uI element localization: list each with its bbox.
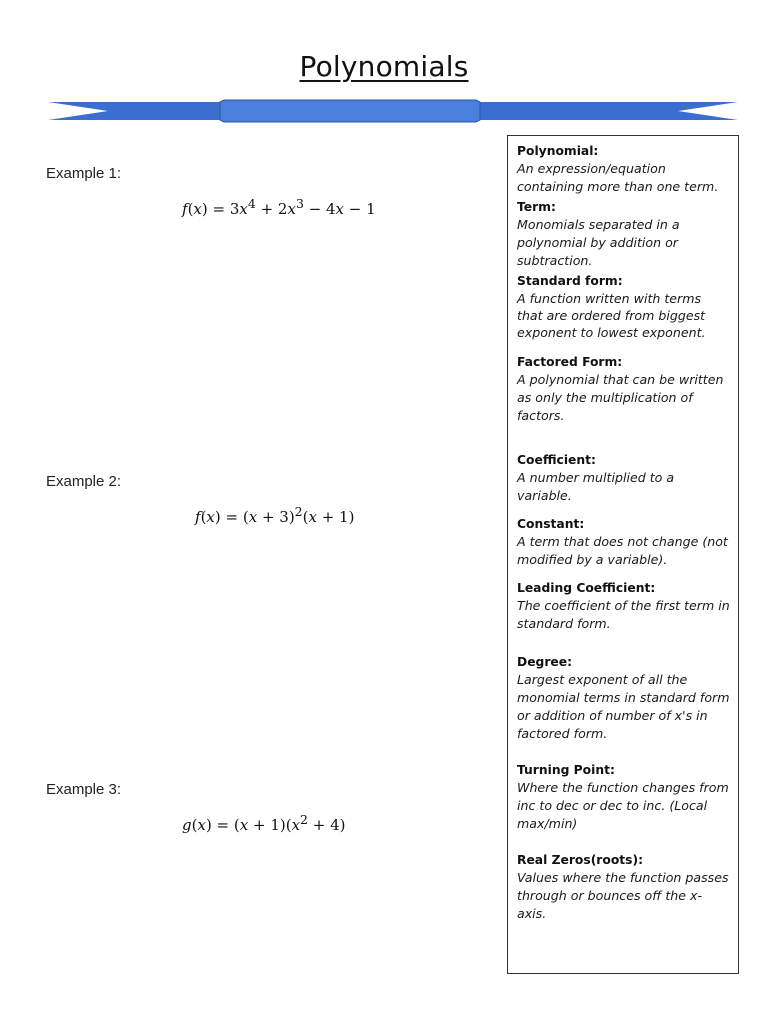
glossary-definition: Monomials separated in a polynomial by addition or subtraction.: [517, 217, 680, 268]
glossary-definition: The coefficient of the first term in standard form.: [517, 598, 730, 631]
ribbon-banner: [48, 98, 738, 124]
glossary-definition: Values where the function passes through or bounces off the x-axis.: [517, 870, 729, 921]
glossary-term: Constant:: [517, 517, 585, 531]
glossary-definition: A polynomial that can be written as only the multiplication of factors.: [517, 372, 724, 423]
glossary-entry-polynomial: [517, 142, 730, 196]
page-title: Polynomials: [299, 50, 469, 83]
glossary-definition: A function written with terms that are ordered from biggest exponent to lowest exponent.: [517, 291, 706, 340]
glossary-term: Factored Form:: [517, 355, 623, 369]
example-1-formula: $f(x) = 3x^4 + 2x^3 - 4x - 1$: [182, 196, 376, 218]
glossary-entry-standard-form: [517, 272, 730, 341]
glossary-definition: Where the function changes from inc to dec or dec to inc. (Local max/min): [517, 780, 729, 831]
glossary-definition: Largest exponent of all the monomial terms in standard form or addition of number of x's in factored form.: [517, 672, 730, 741]
glossary-term: Term:: [517, 200, 556, 214]
glossary-entry-turning-point: [517, 761, 730, 833]
glossary-entry-real-zeros: [517, 851, 730, 923]
glossary-term: Degree:: [517, 655, 573, 669]
example-3-formula: $g(x) = (x + 1)(x^2 + 4)$: [182, 812, 346, 834]
example-3-label: Example 3:: [46, 781, 122, 798]
glossary-entry-term: [517, 198, 730, 270]
glossary-entry-factored-form: [517, 353, 730, 425]
example-2-formula: $f(x) = (x + 3)^2(x + 1)$: [195, 504, 355, 526]
glossary-entry-degree: [517, 653, 730, 743]
glossary-definition: A term that does not change (not modified by a variable).: [517, 534, 728, 567]
glossary-term: Standard form:: [517, 274, 623, 288]
glossary-entry-leading-coefficient: [517, 579, 730, 633]
glossary-definition: An expression/equation containing more than one term.: [517, 161, 719, 194]
glossary-box: [507, 135, 739, 974]
example-1-label: Example 1:: [46, 165, 122, 182]
glossary-term: Turning Point:: [517, 763, 615, 777]
glossary-term: Real Zeros(roots):: [517, 853, 644, 867]
glossary-term: Coefficient:: [517, 453, 596, 467]
example-2-label: Example 2:: [46, 473, 122, 490]
glossary-entry-constant: [517, 515, 730, 569]
glossary-definition: A number multiplied to a variable.: [517, 470, 675, 503]
glossary-term: Leading Coefficient:: [517, 581, 656, 595]
glossary-term: Polynomial:: [517, 144, 599, 158]
glossary-entry-coefficient: [517, 451, 730, 505]
